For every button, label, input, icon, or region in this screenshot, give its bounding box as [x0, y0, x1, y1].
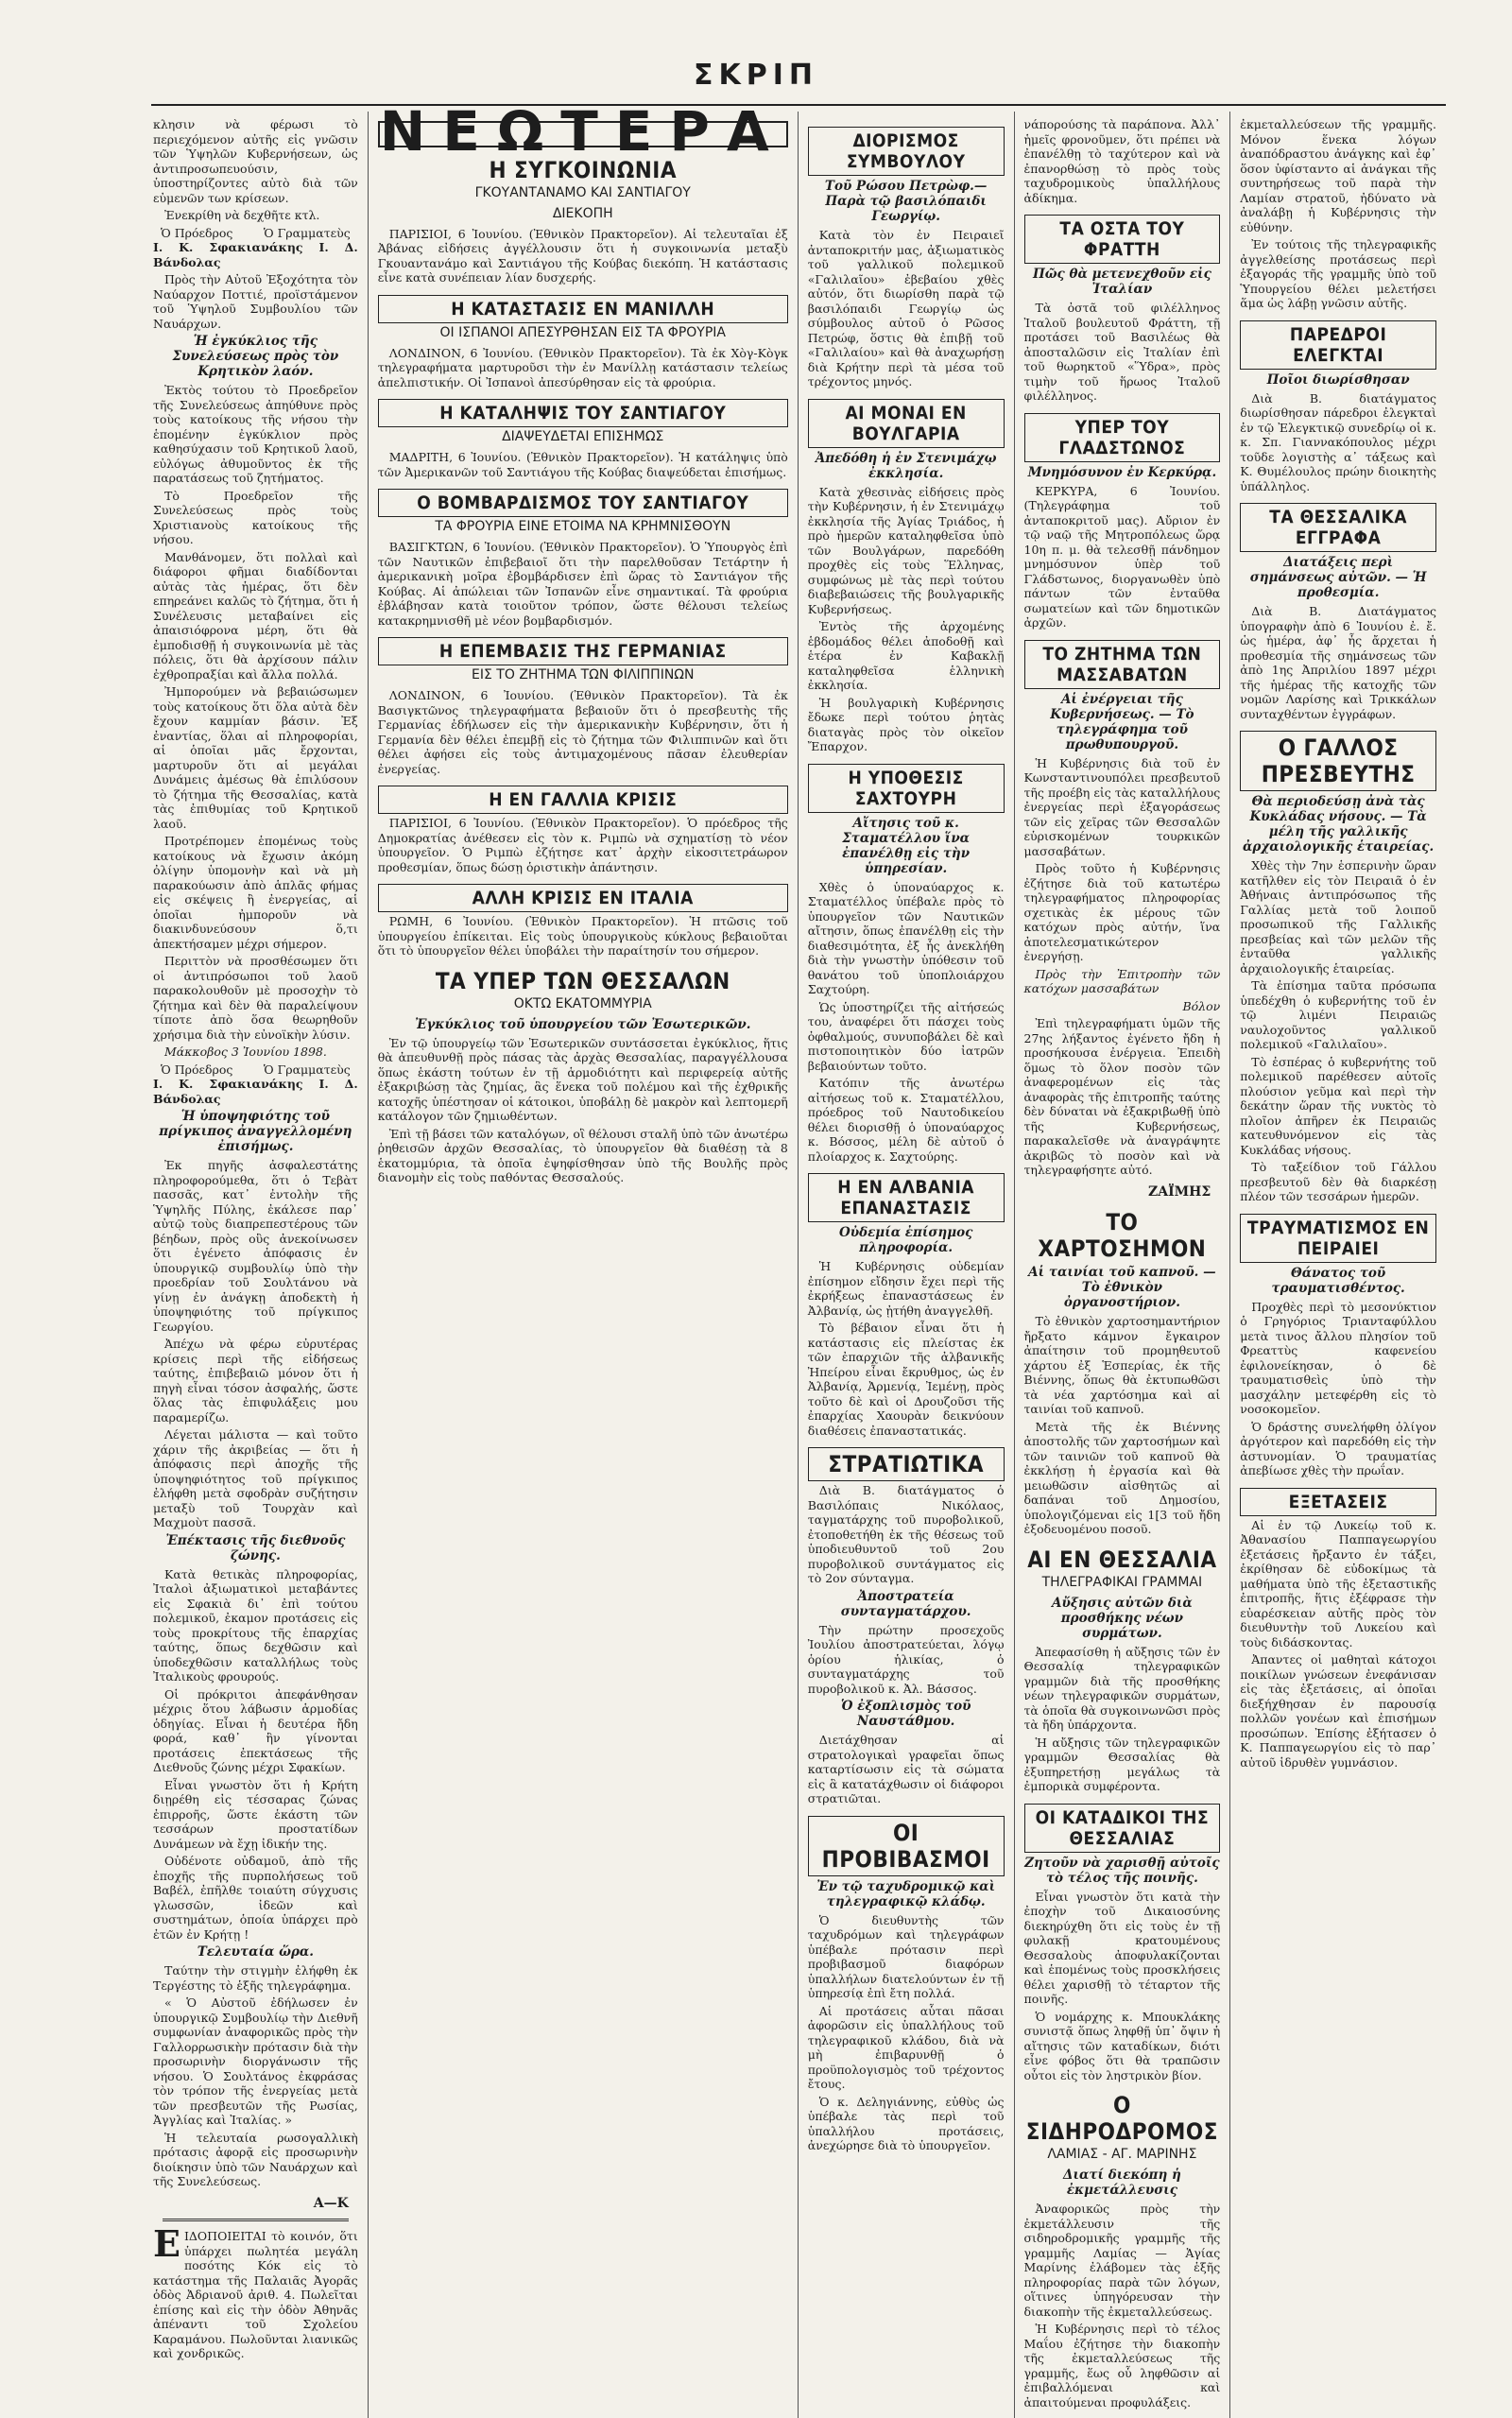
paragraph: Κατὰ χθεσινὰς εἰδήσεις πρὸς τὴν Κυβέρνησιν, ἡ ἐν Στενιμάχῳ ἐκκλησία τῆς Ἁγίας Τριάδος, ἡ πρὸ ἡμερῶν καταληφθεῖσα ὑπὸ τῶν Βουλγάρων, παρεδόθη προχθὲς εἰς τοὺς Ἕλληνας, συμφώνως μὲ τὰς περὶ τούτου διαβεβαιώσεις τῆς βουλγαρικῆς Κυβερνήσεως. — [807, 484, 1005, 616]
paragraph: Τὸ ἐσπέρας ὁ κυβερνήτης τοῦ πολεμικοῦ παρέθεσεν αὐτοῖς πλούσιον γεῦμα καὶ περὶ τὴν δεκάτην ὥραν τῆς νυκτὸς τὸ πλοῖον ἀπῆρεν ἐκ Πειραιῶς κατευθυνόμενον εἰς τὰς Κυκλάδας νήσους. — [1240, 1054, 1436, 1157]
section-subheading: ΟΙ ΙΣΠΑΝΟΙ ΑΠΕΣΥΡΘΗΣΑΝ ΕΙΣ ΤΑ ΦΡΟΥΡΙΑ — [439, 324, 726, 340]
section-heading: Ο ΓΑΛΛΟΣ ΠΡΕΣΒΕΥΤΗΣ — [1240, 731, 1436, 791]
section-kicker: Αἱ ἐνέργειαι τῆς Κυβερνήσεως. — Τὸ τηλεγράφημα τοῦ πρωθυπουργοῦ. — [1050, 691, 1194, 752]
paragraph: Προχθὲς περὶ τὸ μεσονύκτιον ὁ Γρηγόριος Τριανταφύλλου μετὰ τινος ἄλλου πλησίον τοῦ Φρεαττὺς καφενείου ἐφιλονείκησαν, ὁ δὲ τραυματισθεὶς ὑπὸ τὴν μασχάλην μετεφέρθη εἰς τὸ νοσοκομεῖον. — [1240, 1299, 1436, 1416]
paragraph: Ἡ βουλγαρικὴ Κυβέρνησις ἔδωκε περὶ τούτου ῥητὰς διαταγὰς πρὸς τὸν οἰκεῖον Ἔπαρχον. — [807, 695, 1005, 753]
section-kicker: Διατάξεις περὶ σημάνσεως αὐτῶν. — Ἡ προθεσμία. — [1249, 555, 1427, 600]
section-heading: ΤΡΑΥΜΑΤΙΣΜΟΣ ΕΝ ΠΕΙΡΑΙΕΙ — [1240, 1214, 1436, 1263]
section-kicker: Αἱ ταινίαι τοῦ καπνοῦ. — Τὸ ἐθνικὸν ὀργανοστήριον. — [1028, 1265, 1216, 1310]
section-heading: Ἡ ἐγκύκλιος τῆς Συνελεύσεως πρὸς τὸν Κρητικὸν λαόν. — [172, 334, 339, 379]
columns — [151, 99, 1446, 2409]
advertisement-text: ΙΔΟΠΟΙΕΙΤΑΙ τὸ κοινόν, ὅτι ὑπάρχει πωλητέα μεγάλη ποσότης Κόκ εἰς τὸ κατάστημα τῆς Παλαιᾶς Ἀγορᾶς ὁδὸς Ἀδριανοῦ ἀριθ. 4. Πωλεῖται ἐπίσης καὶ εἰς τὴν ὁδὸν Ἀθηνᾶς ἀπέναντι τοῦ Σχολείου Καραμάνου. Πωλοῦνται λιανικῶς καὶ χονδρικῶς. — [153, 2229, 358, 2360]
section-heading: Η ΕΠΕΜΒΑΣΙΣ ΤΗΣ ΓΕΡΜΑΝΙΑΣ — [378, 637, 788, 665]
paragraph: Οἱ πρόκριτοι ἀπεφάνθησαν μέχρις ὅτου λάβωσιν ἁρμοδίας ὁδηγίας. Εἶναι ἡ δευτέρα ἤδη φορά, καθ᾽ ἣν γίνονται προτάσεις ἐπεκτάσεως τῆς Διεθνοῦς ζώνης μέχρι Σφακίων. — [153, 1686, 358, 1774]
paragraph: Ἡ Κυβέρνησις οὐδεμίαν ἐπίσημον εἴδησιν ἔχει περὶ τῆς ἐκρήξεως ἐπαναστάσεως ἐν Ἀλβανίᾳ, ὡς ᾐτήθη ἀναγγελθῆ. — [807, 1259, 1005, 1318]
author-signoff: Α—Κ — [313, 2195, 349, 2211]
section-kicker: Ἀποστρατεία συνταγματάρχου. — [840, 1588, 971, 1619]
paragraph: Ἐν τούτοις τῆς τηλεγραφικῆς ἀγγελθείσης προτάσεως περὶ ἐξαγοράς τῆς γραμμῆς ὑπὸ τοῦ Ὑπουργείου θέλει μελετήσει ἅμα ὡς λάβῃ γνῶσιν αὐτῆς. — [1240, 237, 1436, 310]
section-heading: Ἡ ὑποψηφιότης τοῦ πρίγκιπος ἀναγγελλομένη ἐπισήμως. — [159, 1109, 352, 1154]
section-kicker: Ἐν τῷ ταχυδρομικῷ καὶ τηλεγραφικῷ κλάδῳ. — [816, 1878, 996, 1909]
section-heading: ΑΙ ΕΝ ΘΕΣΣΑΛΙΑ — [1027, 1546, 1217, 1573]
paragraph: Μανθάνομεν, ὅτι πολλαὶ καὶ διάφοροι φῆμαι διαδίδονται αὐτὰς τὰς ἡμέρας, ὅτι δὲν επηρεάνει καλῶς τὸ ζήτημα, ὅτι ἡ Συνέλευσις μεταβαίνει εἰς ἀπαισιόφρονα μέρη, ὅτι θὰ ἐμποδισθῇ ἡ συγκοινωνία μὲ τὰς πόλεις, ὅτι θὰ ἀρχίσουν πάλιν ἐχθροπραξίαι καὶ ἄλλα πολλά. — [153, 549, 358, 682]
paragraph: Ὡς ὑποστηρίζει τῆς αἰτήσεώς του, ἀναφέρει ὅτι πάσχει τοὺς ὀφθαλμούς, συνυποβάλει δὲ καὶ πιστοποιητικὸν δύο ἰατρῶν βεβαιούντων τοῦτο. — [807, 999, 1005, 1073]
top-rule — [151, 104, 1446, 106]
paragraph: ΠΑΡΙΣΙΟΙ, 6 Ἰουνίου. (Ἐθνικὸν Πρακτορεῖον). Ὁ πρόεδρος τῆς Δημοκρατίας ἀνέθεσεν εἰς τὸν κ. Ριμπὼ νὰ σχηματίσῃ τὸ νέον ὑπουργεῖον. Ὁ Ριμπὼ ἐζήτησε κατ᾽ ἀρχὴν εἰκοσιτετράωρον προθεσμίαν, ὅπως δώσῃ ὁριστικὴν ἀπάντησιν. — [377, 816, 788, 874]
paragraph: ΜΑΔΡΙΤΗ, 6 Ἰουνίου. (Ἐθνικὸν Πρακτορεῖον). Ἡ κατάληψις ὑπὸ τῶν Ἀμερικανῶν τοῦ Σαντιάγου τῆς Κούβας διαψεύδεται ἐπισήμως. — [377, 450, 788, 479]
paragraph: Τὸ Προεδρεῖον τῆς Συνελεύσεως πρὸς τοὺς Χριστιανοὺς κατοίκους τῆς νήσου. — [153, 488, 358, 546]
section-subheading: ΔΙΑΨΕΥΔΕΤΑΙ ΕΠΙΣΗΜΩΣ — [502, 429, 664, 444]
paragraph: Πρὸς τὴν Ἐπιτροπὴν τῶν κατόχων μασσαβάτων — [1023, 966, 1221, 995]
paragraph: ΠΑΡΙΣΙΟΙ, 6 Ἰουνίου. (Ἐθνικὸν Πρακτορεῖον). Αἱ τελευταῖαι ἐξ Ἀβάνας εἰδήσεις ἀγγέλλουσιν ὅτι ἡ συγκοινωνία μεταξὺ Γκουαντανάμο καὶ Σαντιάγου τῆς Κούβας διεκόπη. Ἡ κατάστασις εἶνε κατὰ συνέπειαν λίαν δυσχερής. — [377, 226, 788, 285]
section-kicker: Αὔξησις αὐτῶν διὰ προσθήκης νέων συρμάτων. — [1052, 1595, 1193, 1641]
column-5 — [1229, 112, 1446, 2418]
paragraph: Ἐκ πηγῆς ἀσφαλεστάτης πληροφορούμεθα, ὅτι ὁ Τεβὰτ πασσᾶς, κατ᾽ ἐντολὴν τῆς Ὑψηλῆς Πύλης, ἐκάλεσε παρ᾽ αὐτῷ τοὺς διαπρεπεστέρους τῶν βέηδων, πρὸς οὓς ἀνεκοίνωσεν ὅτι ἐγένετο ἀπόφασις ἐν ὑπουργικῷ συμβουλίῳ ὑπὸ τὴν προεδρίαν τοῦ Σουλτάνου νὰ γίνῃ ἐν ἀνάγκῃ ἀποδεκτὴ ἡ ὑποψηφιότης τοῦ πρίγκιπος Γεωργίου. — [153, 1158, 358, 1334]
section-kicker: Αἴτησις τοῦ κ. Σταματέλλου ἵνα ἐπανέλθῃ εἰς τὴν ὑπηρεσίαν. — [842, 815, 971, 876]
paragraph: Περιττὸν νὰ προσθέσωμεν ὅτι οἱ ἀντιπρόσωποι τοῦ λαοῦ παρακολουθοῦν μὲ προσοχὴν τὸ ζήτημα καὶ δὲν θὰ παραλείψουν τίποτε ἀπὸ ὅσα θεωρηθοῦν χρήσιμα διὰ τὴν εὐνοϊκὴν λύσιν. — [153, 954, 358, 1042]
paragraph: Τὰ ὀστᾶ τοῦ φιλέλληνος Ἰταλοῦ βουλευτοῦ Φράττη, τῇ προτάσει τοῦ Βασιλέως θὰ ἀποσταλῶσιν εἰς Ἰταλίαν ἐπὶ τοῦ θωρηκτοῦ «Ὕδρα», πρὸς τιμὴν τοῦ ἥρωος Ἰταλοῦ φιλέλληνος. — [1023, 301, 1221, 403]
paragraph: Τὸ ἐθνικὸν χαρτοσημαντήριον ἤρξατο κάμνον ἔγκαιρον ἀπαίτησιν τοῦ προμηθευτοῦ χάρτου ἐξ Ἑσπερίας, ἐκ τῆς Βιέννης, ὅπως θὰ ἐκτυπωθῶσι τὰ νέα χαρτόσημα καὶ αἱ ταινίαι τοῦ καπνοῦ. — [1023, 1314, 1221, 1416]
paragraph: Προτρέπομεν ἑπομένως τοὺς κατοίκους νὰ ἔχωσιν ἀκόμη ὀλίγην ὑπομονὴν καὶ νὰ μὴ παρακούωσιν ἀπὸ ἁπλᾶς φήμας εἰς σκέψεις ἢ ἐνεργείας, αἱ ὁποῖαι ἠμποροῦν νὰ διακινδυνεύσουν ὅ,τι ἀπεκτήσαμεν μέχρι σήμερον. — [153, 834, 358, 951]
section-heading: ΤΑ ΥΠΕΡ ΤΩΝ ΘΕΣΣΑΛΩΝ — [435, 967, 730, 994]
section-heading: Η ΚΑΤΑΣΤΑΣΙΣ ΕΝ ΜΑΝΙΛΛΗ — [378, 295, 788, 323]
paragraph: Πρὸς τὴν Αὐτοῦ Ἐξοχότητα τὸν Ναύαρχον Ποττιέ, προϊστάμενον τοῦ Ὑψηλοῦ Συμβουλίου τῶν Ναυάρχων. — [153, 272, 358, 331]
paragraph: Διετάχθησαν αἱ στρατολογικαὶ γραφεῖαι ὅπως καταρτίσωσιν εἰς τὰ σώματα εἰς ἃ κατατάχθωσιν οἱ διάφοροι στρατιῶται. — [807, 1733, 1005, 1805]
paragraph: Ἀπέχω νὰ φέρω εὐρυτέρας κρίσεις περὶ τῆς εἰδήσεως ταύτης, ἐπιβεβαιῶ μόνον ὅτι ἡ πηγὴ εἶναι τόσον ἀσφαλής, ὥστε ὅλας τὰς ἐπιφυλάξεις μου παραμερίζω. — [153, 1337, 358, 1425]
signature-names: Ι. Κ. Σφακιανάκης Ι. Δ. Βάνδολας — [153, 240, 358, 269]
section-kicker: Μνημόσυνον ἐν Κερκύρᾳ. — [1027, 464, 1217, 480]
section-heading: ΔΙΟΡΙΣΜΟΣ ΣΥΜΒΟΥΛΟΥ — [808, 127, 1005, 176]
paragraph: ΚΕΡΚΥΡΑ, 6 Ἰουνίου. (Τηλεγράφημα τοῦ ἀνταποκριτοῦ μας). Αὔριον ἐν τῷ ναῷ τῆς Μητροπόλεως ὥρᾳ 10η π. μ. θὰ τελεσθῇ πάνδημον μνημόσυνον ὑπὲρ τοῦ Γλάδστωνος, διοργανωθὲν ὑπὸ πάντων τῶν ἐνταῦθα σωματείων καὶ τῶν δημοτικῶν ἀρχῶν. — [1023, 483, 1221, 630]
section-kicker: Πῶς θὰ μετενεχθοῦν εἰς Ἰταλίαν — [1032, 267, 1211, 297]
paragraph: Ἡ αὔξησις τῶν τηλεγραφικῶν γραμμῶν Θεσσαλίας θὰ ἐξυπηρετήσῃ μεγάλως τὰ ἐμπορικὰ συμφέροντα. — [1023, 1735, 1221, 1793]
paragraph: Χθὲς ὁ ὑποναύαρχος κ. Σταματέλλος ὑπέβαλε πρὸς τὸ ὑπουργεῖον τῶν Ναυτικῶν αἴτησιν, ὅπως ἐπανέλθῃ εἰς τὴν διαθεσιμότητα, ἐξ ἧς ἀνεκλήθη διὰ τὴν γνωστὴν ὑπόθεσιν τοῦ θανάτου τοῦ ὑποπλοιάρχου Σαχτούρη. — [807, 879, 1005, 996]
section-heading: ΑΛΛΗ ΚΡΙΣΙΣ ΕΝ ΙΤΑΛΙΑ — [378, 884, 788, 912]
paragraph: Αἱ ἐν τῷ Λυκείῳ τοῦ κ. Ἀθανασίου Παππαγεωργίου ἐξετάσεις ἤρξαντο ἐν τάξει, ἐκρίθησαν δὲ εὐδοκίμως τὰ μαθήματα ὑπὸ τῆς ἐξεταστικῆς ἐπιτροπῆς, ἥτις ἐξέφρασε τὴν εὐαρέσκειαν αὐτῆς πρὸς τὸν διευθυντὴν τοῦ Λυκείου καὶ τοὺς διδάσκοντας. — [1240, 1517, 1436, 1649]
section-heading: ΤΟ ΧΑΡΤΟΣΗΜΟΝ — [1038, 1209, 1207, 1262]
advertisement — [153, 2222, 358, 2361]
section-subheading: ΟΚΤΩ ΕΚΑΤΟΜΜΥΡΙΑ — [513, 995, 652, 1011]
paragraph: Κατὰ θετικὰς πληροφορίας, Ἰταλοὶ ἀξιωματικοὶ μεταβάντες εἰς Σφακιὰ δι᾽ ἐπὶ τούτου πολεμικοῦ, ἐκαμον προτάσεις εἰς τοὺς προκρίτους τῆς ἐπαρχίας ταύτης, ὅπως δεχθῶσιν καὶ ὑποδεχθῶσιν καταλλήλως τοὺς Ἰταλικοὺς φρουρούς. — [153, 1566, 358, 1684]
section-heading: ΥΠΕΡ ΤΟΥ ΓΛΑΔΣΤΩΝΟΣ — [1024, 413, 1221, 462]
paragraph: Ἐν τῷ ὑπουργείῳ τῶν Ἐσωτερικῶν συντάσσεται ἐγκύκλιος, ἥτις θὰ ἀπευθυνθῇ πρὸς πάσας τὰς ἀρχὰς Θεσσαλίας, παραγγέλλουσα ὅπως ἑκάστη τούτων ἐν τῇ ἁρμοδιότητι καὶ περιφερείᾳ αὐτῆς ἐξακριβώσῃ τὰς ζημίας, ἃς ἕνεκα τοῦ πολέμου καὶ τῆς ἐχθρικῆς κατοχῆς ὑπέστησαν οἱ κάτοικοι, ὑποβάλῃ δὲ μακρὸν καὶ λεπτομερῆ κατάλογον τῶν ζημιωθέντων. — [377, 1035, 788, 1123]
signature: ΖΑΪΜΗΣ — [1147, 1183, 1211, 1200]
paragraph: Αἱ προτάσεις αὗται πᾶσαι ἀφορῶσιν εἰς ὑπαλλήλους τοῦ τηλεγραφικοῦ κλάδου, διὰ νὰ μὴ ἐπιβαρυνθῇ ὁ προϋπολογισμὸς τοῦ τρέχοντος ἔτους. — [807, 2003, 1005, 2091]
paragraph: Εἶναι γνωστὸν ὅτι ἡ Κρήτη διῃρέθη εἰς τέσσαρας ζώνας ἐπιρροῆς, ὥστε ἑκάστη τῶν τεσσάρων προστατίδων Δυνάμεων νὰ ἔχῃ ἰδικήν της. — [153, 1777, 358, 1851]
paragraph: Διὰ Β. διατάγματος διωρίσθησαν πάρεδροι ἐλεγκταὶ ἐν τῷ Ἐλεγκτικῷ συνεδρίῳ οἱ κ. κ. Σπ. Γιαννακόπουλος μέχρι τοῦδε λογιστὴς α᾽ τάξεως καὶ Κ. Θυμέλουλος πρώην διοικητὴς ὑπάλληλος. — [1240, 390, 1436, 493]
section-heading: ΟΙ ΠΡΟΒΙΒΑΣΜΟΙ — [808, 1816, 1005, 1876]
paragraph: Ἠμπορούμεν νὰ βεβαιώσωμεν τοὺς κατοίκους ὅτι ὅλα αὐτὰ δὲν ἔχουν καμμίαν βάσιν. Ἐξ ἐναντίας, ὅλαι αἱ πληροφορίαι, αἱ ὁποῖαι μᾶς ἔρχονται, μαρτυροῦν ὅτι αἱ μεγάλαι Δυνάμεις ἀμέσως θὰ ἐπιλύσουν τὸ ζήτημα τῆς Θεσσαλίας, κατὰ τὰς ἐπιθυμίας τοῦ Κρητικοῦ λαοῦ. — [153, 684, 358, 831]
paragraph: Ἐντὸς τῆς ἀρχομένης ἑβδομάδος θέλει ἀποδοθῇ καὶ ἑτέρα ἐν Καβακλῇ καταληφθεῖσα ἑλληνικὴ ἐκκλησία. — [807, 619, 1005, 692]
paragraph: « Ὁ Αὐστοῦ ἐδήλωσεν ἐν ὑπουργικῷ Συμβουλίῳ τὴν Διεθνῆ συμφωνίαν ἀναφορικῶς πρὸς τὴν Γαλλορρωσικὴν πρότασιν διὰ τὴν προσωρινὴν διοργάνωσιν τῆς νήσου. Ὁ Σουλτάνος ἐκφράσας τὸν τρόπον τῆς ἐνεργείας μετὰ τῶν πρεσβευτῶν τῆς Ρωσίας, Ἀγγλίας καὶ Ἰταλίας. » — [153, 1995, 358, 2127]
paragraph: Ἡ Κυβέρνησις διὰ τοῦ ἐν Κωνσταντινουπόλει πρεσβευτοῦ τῆς προέβη εἰς τὰς καταλλήλους ἐνεργείας περὶ ἐξαγοράσεως τῶν εἰς χεῖρας τῶν Θεσσαλῶν εὑρισκομένων τουρκικῶν μασσαβάτων. — [1023, 755, 1221, 858]
paragraph: Ἐπὶ τῇ βάσει τῶν καταλόγων, οἳ θέλουσι σταλῆ ὑπὸ τῶν ἀνωτέρω ῥηθεισῶν ἀρχῶν Θεσσαλίας, τὸ ὑπουργεῖον θὰ διαθέσῃ τὰ 8 ἑκατομμύρια, τὰ ὁποῖα ἐψηφίσθησαν ὑπὸ τῆς Βουλῆς πρὸς διανομὴν εἰς τοὺς παθόντας Θεσσαλούς. — [377, 1126, 788, 1184]
paragraph: Ἀναφορικῶς πρὸς τὴν ἐκμετάλλευσιν τῆς σιδηροδρομικῆς γραμμῆς τῆς γραμμῆς Λαμίας — Ἁγίας Μαρίνης ἐλάβομεν τὰς ἑξῆς πληροφορίας παρὰ τῶν λόγων, οἵτινες ὑπηγόρευσαν τὴν διακοπὴν τῆς ἐκμεταλλεύσεως. — [1023, 2202, 1221, 2319]
paragraph: Τὰ ἐπίσημα ταῦτα πρόσωπα ὑπεδέχθη ὁ κυβερνήτης τοῦ ἐν τῷ λιμένι Πειραιῶς ναυλοχοῦντος γαλλικοῦ πολεμικοῦ «Γαλιλαῖου». — [1240, 978, 1436, 1051]
section-kicker: Ποῖοι διωρίσθησαν — [1266, 371, 1410, 388]
paragraph: ΡΩΜΗ, 6 Ἰουνίου. (Ἐθνικὸν Πρακτορεῖον). Ἡ πτῶσις τοῦ ὑπουργείου ἐπίκειται. Εἰς τοὺς ὑπουργικοὺς κύκλους βεβαιοῦται ὅτι τὸ ὑπουργεῖον θέλει ὑποβάλει τὴν παραίτησίν του σήμερον. — [377, 914, 788, 958]
section-subheading: ΕΙΣ ΤΟ ΖΗΤΗΜΑ ΤΩΝ ΦΙΛΙΠΠΙΝΩΝ — [472, 667, 695, 682]
section-subheading: ΤΗΛΕΓΡΑΦΙΚΑΙ ΓΡΑΜΜΑΙ — [1041, 1574, 1203, 1590]
column-1 — [151, 112, 368, 2418]
paragraph: Ταύτην τὴν στιγμὴν ἐλήφθη ἐκ Τεργέστης τὸ ἑξῆς τηλεγράφημα. — [153, 1963, 358, 1993]
section-heading: ΕΞΕΤΑΣΕΙΣ — [1240, 1488, 1436, 1516]
section-kicker: Ὁ ἐξοπλισμὸς τοῦ Ναυστάθμου. — [840, 1699, 971, 1729]
section-heading: Ο ΒΟΜΒΑΡΔΙΣΜΟΣ ΤΟΥ ΣΑΝΤΙΑΓΟΥ — [378, 489, 788, 517]
paragraph: Τὴν πρώτην προσεχοῦς Ἰουλίου ἀποστρατεύεται, λόγῳ ὁρίου ἡλικίας, ὁ συνταγματάρχης τοῦ πυροβολικοῦ κ. Ἀλ. Βάσσος. — [807, 1622, 1005, 1696]
paragraph: Ἐκτὸς τούτου τὸ Προεδρεῖον τῆς Συνελεύσεως ἀπηύθυνε πρὸς τοὺς κατοίκους τῆς νήσου τὴν ἑπομένην ἐγκύκλιον πρὸς καθησύχασιν τοῦ Κρητικοῦ λαοῦ, εὐλόγως ἀθυμοῦντος ἐκ τῆς παρατάσεως τοῦ ζητήματος. — [153, 383, 358, 485]
section-heading: ΤΑ ΟΣΤΑ ΤΟΥ ΦΡΑΤΤΗ — [1024, 215, 1221, 264]
column-4 — [1014, 112, 1230, 2418]
signature-names: Ι. Κ. Σφακιανάκης Ι. Δ. Βάνδολας — [153, 1077, 358, 1106]
paragraph: Χθὲς τὴν 7ην ἑσπερινὴν ὥραν κατῆλθεν εἰς τὸν Πειραιᾶ ὁ ἐν Ἀθήναις ἀντιπρόσωπος τῆς Γαλλίας μετὰ τοῦ λοιποῦ προσωπικοῦ τῆς Γαλλικῆς πρεσβείας καὶ τῶν μελῶν τῆς ἐνταῦθα γαλλικῆς ἀρχαιολογικῆς ἑταιρείας. — [1240, 858, 1436, 976]
section-kicker: Οὐδεμία ἐπίσημος πληροφορία. — [838, 1225, 973, 1255]
section-kicker: Ζητοῦν νὰ χαρισθῇ αὐτοῖς τὸ τέλος τῆς ποινῆς. — [1024, 1855, 1220, 1886]
paragraph: Βόλον — [1182, 998, 1221, 1013]
section-kicker: Ἐγκύκλιος τοῦ ὑπουργείου τῶν Ἐσωτερικῶν. — [415, 1016, 751, 1032]
signature-block — [153, 1062, 358, 1078]
paragraph: ΛΟΝΔΙΝΟΝ, 6 Ἰουνίου. (Ἐθνικὸν Πρακτορεῖον). Τὰ ἐκ Βασιγκτῶνος τηλεγραφήματα βεβαιοῦν ὅτι ὁ πρεσβευτὴς τῆς Γερμανίας ἐδήλωσεν εἰς τὴν ἀμερικανικὴν Κυβέρνησιν, ὅτι ἡ Γερμανία δὲν θέλει ἐπεμβῇ εἰς τὸ ζήτημα τῶν Φιλιππινῶν καὶ ὅτι θέλει ἀφήσει εἰς τοὺς ἀντιμαχομένους πᾶσαν ἐλευθερίαν ἐνεργείας. — [377, 688, 788, 776]
paragraph: Μετὰ τῆς ἐκ Βιέννης ἀποστολῆς τῶν χαρτοσήμων καὶ τῶν ταινιῶν τοῦ καπνοῦ θὰ ἐκκλήσῃ ἡ ἐργασία καὶ θὰ μειωθῶσιν αἰσθητῶς αἱ δαπάναι τοῦ Δημοσίου, ὑπολογιζόμεναι εἰς 1[3 τοῦ ἤδη ἐξοδευομένου ποσοῦ. — [1023, 1419, 1221, 1536]
signature-title: Ὁ Πρόεδρος — [161, 225, 233, 240]
news-banner: ΝΕΩΤΕΡΑ — [379, 99, 786, 164]
signature-title: Ὁ Γραμματεὺς — [263, 1062, 351, 1077]
paragraph: Κατὰ τὸν ἐν Πειραιεῖ ἀνταποκριτήν μας, ἀξιωματικὸς τοῦ γαλλικοῦ πολεμικοῦ «Γαλιλαῖου» ἐβεβαίου χθὲς αὐτόν, ὅτι διωρίσθη παρὰ τῷ βασιλόπαιδι Γεωργίῳ ὡς σύμβουλος αὐτοῦ ὁ Ρῶσος Πετρώφ, ὅστις θὰ ἐπιβῇ τοῦ «Γαλιλαίου» καὶ θὰ ἀναχωρήσῃ διὰ Κρήτην περὶ τὰ μέσα τοῦ τρέχοντος μηνός. — [807, 228, 1005, 389]
paragraph: Λέγεται μάλιστα — καὶ τοῦτο χάριν τῆς ἀκριβείας — ὅτι ἡ ἀπόφασις περὶ ἀποχῆς τῆς ὑποψηφιότητος τοῦ πρίγκιπος ἐλήφθη μετὰ σφοδρὰν συζήτησιν μεταξὺ τοῦ Τουρχὰν καὶ Μαχμοὺτ πασσᾶ. — [153, 1427, 358, 1529]
divider — [163, 2219, 349, 2221]
masthead-title: ΣΚΡΙΠ — [694, 59, 818, 92]
paragraph: Ἀπεφασίσθη ἡ αὔξησις τῶν ἐν Θεσσαλίᾳ τηλεγραφικῶν γραμμῶν διὰ τῆς προσθήκης νέων τηλεγραφικῶν συρμάτων, τὰ ὁποῖα θὰ συγκοινωνῶσι πρὸς τὰ ἤδη ὑπάρχοντα. — [1023, 1644, 1221, 1732]
signature-title: Ὁ Γραμματεὺς — [263, 225, 351, 240]
section-subheading: ΛΑΜΙΑΣ - ΑΓ. ΜΑΡΙΝΗΣ — [1047, 2147, 1197, 2162]
section-subheading: ΓΚΟΥΑΝΤΑΝΑΜΟ ΚΑΙ ΣΑΝΤΙΑΓΟΥ — [474, 184, 691, 200]
section-heading: Η ΣΥΓΚΟΙΝΩΝΙΑ — [489, 156, 678, 183]
paragraph: Ὁ κ. Δεληγιάννης, εὐθὺς ὡς ὑπέβαλε τὰς περὶ τοῦ ὑπαλλήλου προτάσεις, ἀνεχώρησε διὰ τὸ ὑπουργεῖον. — [807, 2094, 1005, 2152]
paragraph: Ἡ Κυβέρνησις περὶ τὸ τέλος Μαΐου ἐζήτησε τὴν διακοπὴν τῆς ἐκμεταλλεύσεως τῆς γραμμῆς, ἕως οὗ ληφθῶσιν αἱ ἐπιβαλλόμεναι καὶ ἀπαιτούμεναι προφυλάξεις. — [1023, 2322, 1221, 2409]
section-heading: ΤΟ ΖΗΤΗΜΑ ΤΩΝ ΜΑΣΣΑΒΑΤΩΝ — [1024, 640, 1221, 689]
drop-cap: Ε — [153, 2222, 180, 2265]
section-kicker: Τοῦ Ρώσου Πετρὼφ.— Παρὰ τῷ βασιλόπαιδι Γεωργίῳ. — [824, 179, 988, 224]
section-kicker: Διατί διεκόπη ἡ ἐκμετάλλευσις — [1062, 2168, 1181, 2198]
paragraph: ἐκμεταλλεύσεων τῆς γραμμῆς. Μόνον ἕνεκα λόγων ἀναπόδραστου ἀνάγκης καὶ ἐφ᾽ ὅσον ὑφίσταντο αἱ ἀνάγκαι τῆς συντηρήσεως τοῦ παρὰ τὴν Λαμίαν στρατοῦ, ἠδύνατο νὰ ἀναλάβῃ ἡ Κυβέρνησις τὴν εὐθύνην. — [1240, 117, 1436, 234]
dateline: Μάκκοβος 3 Ἰουνίου 1898. — [164, 1045, 327, 1059]
paragraph: κλησιν νὰ φέρωσι τὸ περιεχόμενον αὐτῆς εἰς γνῶσιν τῶν Ὑψηλῶν Κυβερνήσεων, ὡς ἀντιπροσωπευούσιν, ὑποστηρίζοντες αὐτὸ διὰ τῶν εὐμενῶν των κρίσεων. — [153, 117, 358, 205]
section-heading: ΤΑ ΘΕΣΣΑΛΙΚΑ ΕΓΓΡΑΦΑ — [1240, 503, 1436, 552]
paragraph: Ἐπὶ τηλεγραφήματι ὑμῶν τῆς 27ης λήξαντος ἐγένετο ἤδη ἡ προσήκουσα ἐνέργεια. Ἐπειδὴ ὅμως τὸ ὅλον ποσὸν τῶν ἀναφερομένων εἰς τὰς ἀναφορὰς τῆς ἐπιτροπῆς ταύτης δὲν δύναται νὰ ἐξακριβωθῇ ὑπὸ τῆς Κυβερνήσεως, παρακαλεῖσθε νὰ ἀναγράψητε ἀκριβῶς τὸ ποσὸν καὶ νὰ τηλεγραφήσητε αὐτό. — [1023, 1016, 1221, 1177]
section-heading: Ἐπέκτασις τῆς διεθνοῦς ζώνης. — [165, 1532, 346, 1563]
paragraph: Ἀπαντες οἱ μαθηταὶ κάτοχοι ποικίλων γνώσεων ἐνεφάνισαν εἰς τὰς ἐξετάσεις, αἱ ὁποῖαι διεξήχθησαν ἐν παρουσίᾳ πολλῶν γονέων καὶ ἐπισήμων προσώπων. Ἐπίσης ἐξήτασεν ὁ Κ. Παππαγεωργίου εἰς τὸ παρ᾽ αὐτοῦ ἱδρυθὲν γυμνάσιον. — [1240, 1652, 1436, 1770]
section-heading: Ο ΣΙΔΗΡΟΔΡΟΜΟΣ — [1025, 2092, 1218, 2145]
paragraph: Τὸ βέβαιον εἶναι ὅτι ἡ κατάστασις εἰς πλείστας ἐκ τῶν ἐπαρχιῶν τῆς ἀλβανικῆς Ἠπείρου εἶναι ἔκρυθμος, ὡς ἐν Ἀλβανίᾳ, Ἀρμενίᾳ, Ἰεμένῃ, πρὸς τοῦτο δὲ καὶ οἱ Δρουζοῦσι τῆς ἐπαρχίας Χαουρὰν δεικνύουν διαθέσεις ἐπαναστατικάς. — [807, 1321, 1005, 1438]
paragraph: Ἐνεκρίθη νὰ δεχθῆτε κτλ. — [164, 208, 320, 222]
paragraph: νάπορούσης τὰ παράπονα. Ἀλλ᾽ ἡμεῖς φρονοῦμεν, ὅτι πρέπει νὰ ἐπανέλθῃ τὸ ταχύτερον καὶ νὰ ἐπανορθώσῃ τὸ πρὸς τοὺς ταχυδρομικοὺς ὑπαλλήλους ἀδίκημα. — [1023, 117, 1221, 205]
section-heading: ΑΙ ΜΟΝΑΙ ΕΝ ΒΟΥΛΓΑΡΙΑ — [808, 399, 1005, 448]
paragraph: Οὐδένοτε οὐδαμοῦ, ἀπὸ τῆς ἐποχῆς τῆς πυρπολήσεως τοῦ Βαβέλ, ἐπῆλθε τοιαύτη σύγχυσις γλωσσῶν, ἰδεῶν καὶ συστημάτων, ὁποία ὑπάρχει πρὸ ἐτῶν ἐν Κρήτῃ ! — [153, 1854, 358, 1942]
section-heading: Η ΕΝ ΓΑΛΛΙΑ ΚΡΙΣΙΣ — [378, 786, 788, 814]
section-heading: ΠΑΡΕΔΡΟΙ ΕΛΕΓΚΤΑΙ — [1240, 320, 1436, 370]
section-heading: Η ΚΑΤΑΛΗΨΙΣ ΤΟΥ ΣΑΝΤΙΑΓΟΥ — [378, 399, 788, 427]
paragraph: Κατόπιν τῆς ἀνωτέρω αἰτήσεως τοῦ κ. Σταματέλλου, πρόεδρος τοῦ Ναυτοδικείου θέλει διορισθῇ ὁ ὑποναύαρχος κ. Βόσσος, μέλη δὲ αὐτοῦ ὁ πλοίαρχος κ. Σαχτούρης. — [807, 1076, 1005, 1164]
column-3 — [798, 112, 1014, 2418]
paragraph: Ἡ τελευταία ρωσογαλλικὴ πρότασις ἀφορᾷ εἰς προσωρινὴν διοίκησιν ὑπὸ τῶν Ναυάρχων καὶ τῆς Συνελεύσεως. — [153, 2130, 358, 2188]
section-kicker: Θὰ περιοδεύσῃ ἀνὰ τὰς Κυκλάδας νήσους. — Τὰ μέλη τῆς γαλλικῆς ἀρχαιολογικῆς ἑταιρείας. — [1243, 794, 1435, 855]
paragraph: Διὰ Β. Διατάγματος ὑπογραφὴν ἀπὸ 6 Ἰουνίου ἐ. ἔ. ὡς ἡμέρα, ἀφ᾽ ἧς ἄρχεται ἡ προθεσμία τῆς σημάνσεως τῶν ἀπὸ 1ης Ἀπριλίου 1897 μέχρι τῆς ἡμέρας τῆς κατοχῆς τῶν νομῶν Λαρίσης καὶ Τρικκάλων συνταχθέντων ἐγγράφων. — [1240, 604, 1436, 721]
paragraph: ΛΟΝΔΙΝΟΝ, 6 Ἰουνίου. (Ἐθνικὸν Πρακτορεῖον). Τὰ ἐκ Χὸγ-Κὸγκ τηλεγραφήματα μαρτυροῦσι τὴν ἐν Μανίλλῃ κατάστασιν τελείως ἀπελπιστικήν. Οἱ Ἰσπανοὶ ἀπεσύρθησαν εἰς τὰ φρούρια. — [377, 345, 788, 389]
section-heading: Τελευταία ὥρα. — [197, 1944, 315, 1960]
paragraph: Εἶναι γνωστὸν ὅτι κατὰ τὴν ἐποχὴν τοῦ Δικαιοσύνης διεκηρύχθη ὅτι εἰς τοὺς ἐν τῇ φυλακῇ κρατουμένους Θεσσαλοὺς ἀποφυλακίζονται καὶ ἑπομένως τοὺς προσκλήσεις θέλει χαρισθῇ τὸ τέταρτον τῆς ποινῆς. — [1023, 1889, 1221, 2006]
signature-block — [153, 226, 358, 241]
paragraph: Ὁ διευθυντὴς τῶν ταχυδρόμων καὶ τηλεγράφων ὑπέβαλε πρότασιν περὶ προβιβασμοῦ διαφόρων ὑπαλλήλων διατελούντων ἐν τῇ ὑπηρεσίᾳ ἐπὶ ἔτη πολλά. — [807, 1912, 1005, 2000]
paragraph: Πρὸς τοῦτο ἡ Κυβέρνησις ἐζήτησε διὰ τοῦ κατωτέρω τηλεγραφήματος πληροφορίας σχετικὰς ἐκ μέρους τῶν κατόχων πρὸς αὐτήν, ἵνα ἀποτελεσματικώτερον ἐνεργήσῃ. — [1023, 861, 1221, 963]
section-kicker: Θάνατος τοῦ τραυματισθέντος. — [1271, 1265, 1405, 1296]
section-subheading: ΤΑ ΦΡΟΥΡΙΑ ΕΙΝΕ ΕΤΟΙΜΑ ΝΑ ΚΡΗΜΝΙΣΘΟΥΝ — [435, 519, 731, 534]
section-heading: ΣΤΡΑΤΙΩΤΙΚΑ — [808, 1447, 1005, 1481]
section-heading: Η ΥΠΟΘΕΣΙΣ ΣΑΧΤΟΥΡΗ — [808, 764, 1005, 813]
paragraph: Ὁ δράστης συνελήφθη ὀλίγον ἀργότερον καὶ παρεδόθη εἰς τὴν ἀστυνομίαν. Ὁ τραυματίας ἀπεβίωσε χθὲς τὴν πρωΐαν. — [1240, 1419, 1436, 1477]
section-heading: Η ΕΝ ΑΛΒΑΝΙΑ ΕΠΑΝΑΣΤΑΣΙΣ — [808, 1173, 1005, 1222]
section-kicker: Ἀπεδόθη ἡ ἐν Στενιμάχῳ ἐκκλησία. — [815, 450, 997, 481]
paragraph: ΒΑΣΙΓΚΤΩΝ, 6 Ἰουνίου. (Ἐθνικὸν Πρακτορεῖον). Ὁ Ὑπουργὸς ἐπὶ τῶν Ναυτικῶν ἐπιβεβαιοῖ ὅτι τὴν παρελθοῦσαν Τετάρτην ἡ ἀμερικανικὴ μοῖρα ἐβομβάρδισεν ἐπὶ ὥρας τὸ Σαντιάγον τῆς Κούβας. Αἱ ἀπώλειαι τῶν Ἰσπανῶν εἶνε σημαντικαί. Τὰ φρούρια ἐβλάβησαν κατὰ τοιοῦτον τρόπον, ὥστε θέλουσι τελείως κατακρημνισθῆ μὲ νέον βομβαρδισμόν. — [377, 540, 788, 628]
section-heading: ΟΙ ΚΑΤΑΔΙΚΟΙ ΤΗΣ ΘΕΣΣΑΛΙΑΣ — [1024, 1804, 1221, 1853]
column-2 — [368, 99, 798, 2418]
signature-title: Ὁ Πρόεδρος — [161, 1062, 233, 1077]
paragraph: Τὸ ταξείδιον τοῦ Γάλλου πρεσβευτοῦ δὲν θὰ διαρκέσῃ πλέον τῶν τεσσάρων ἡμερῶν. — [1240, 1160, 1436, 1203]
section-subheading: ΔΙΕΚΟΠΗ — [552, 205, 613, 221]
paragraph: Διὰ Β. διατάγματος ὁ Βασιλόπαις Νικόλαος, ταγματάρχης τοῦ πυροβολικοῦ, ἐτοποθετήθη ἐκ τῆς θέσεως τοῦ ὑποδιευθυντοῦ τοῦ 2ου πυροβολικοῦ συντάγματος εἰς τὸ 2ον σύνταγμα. — [807, 1483, 1005, 1585]
paragraph: Ὁ νομάρχης κ. Μπουκλάκης συνιστᾷ ὅπως ληφθῇ ὑπ᾽ ὄψιν ἡ αἴτησις τῶν καταδίκων, διότι εἶνε φόβος ὅτι θὰ τραπῶσιν οὗτοι εἰς τὸν ληστρικὸν βίον. — [1023, 2009, 1221, 2082]
